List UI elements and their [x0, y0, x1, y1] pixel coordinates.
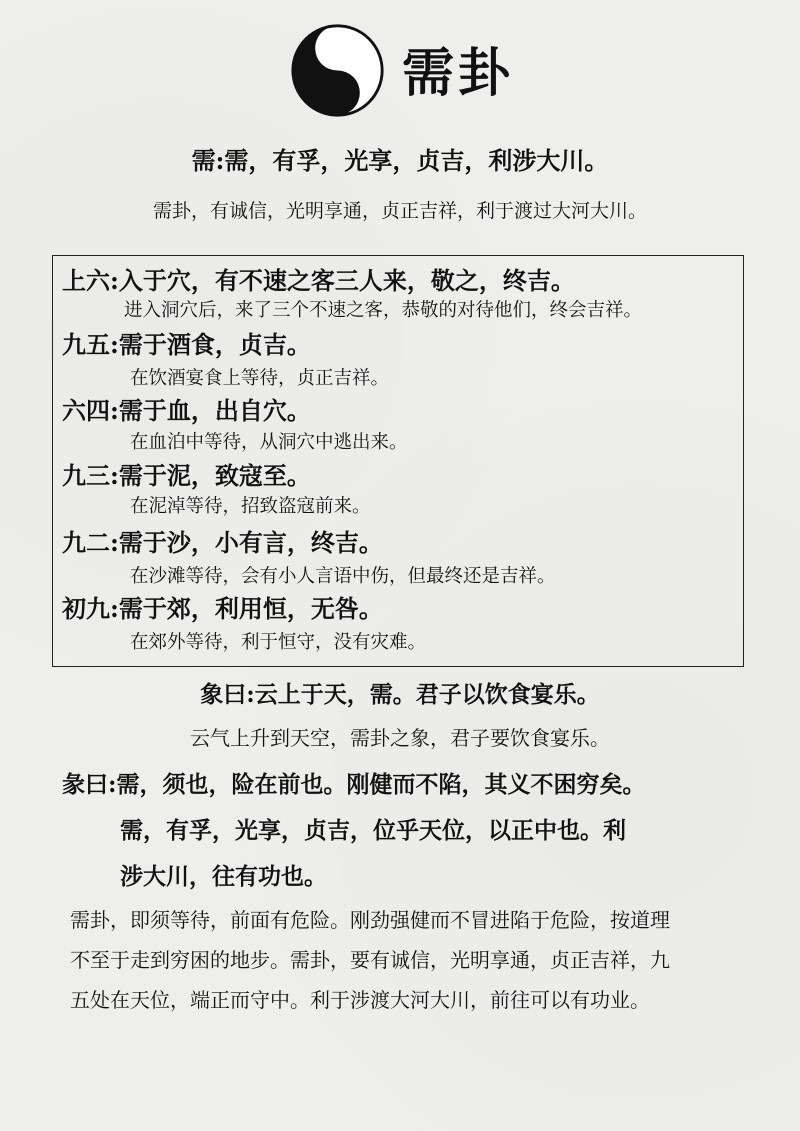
- yao-line-shang-liu: 上六:入于穴，有不速之客三人来，敬之，终吉。: [62, 266, 575, 295]
- yao-line-liu-si: 六四:需于血，出自穴。: [62, 396, 311, 425]
- tuan-text-line: 彖曰:需，须也，险在前也。刚健而不陷，其义不困穷矣。: [62, 771, 646, 798]
- xiang-text: 象曰:云上于天，需。君子以饮食宴乐。: [200, 681, 600, 708]
- yao-translation: 在郊外等待，利于恒守，没有灾难。: [130, 632, 427, 653]
- yao-translation: 在血泊中等待，从洞穴中逃出来。: [130, 432, 408, 453]
- page-title: 需卦: [402, 43, 515, 104]
- yao-translation: 在沙滩等待，会有小人言语中伤，但最终还是吉祥。: [130, 566, 556, 587]
- yao-translation: 进入洞穴后，来了三个不速之客，恭敬的对待他们，终会吉祥。: [124, 300, 643, 321]
- yao-line-jiu-wu: 九五:需于酒食，贞吉。: [62, 330, 311, 359]
- yin-yang-icon: [290, 23, 385, 118]
- tuan-text-line: 需，有孚，光享，贞吉，位乎天位，以正中也。利: [120, 817, 626, 844]
- yao-line-jiu-san: 九三:需于泥，致寇至。: [62, 461, 311, 490]
- yao-line-jiu-er: 九二:需于沙，小有言，终吉。: [62, 528, 383, 557]
- yao-translation: 在泥淖等待，招致盗寇前来。: [130, 496, 371, 517]
- gua-translation: 需卦，有诚信，光明享通，贞正吉祥，利于渡过大河大川。: [152, 200, 647, 222]
- tuan-translation-line: 五处在天位，端正而守中。利于涉渡大河大川，前往可以有功业。: [70, 988, 650, 1012]
- yao-line-chu-jiu: 初九:需于郊，利用恒，无咎。: [62, 594, 383, 623]
- xiang-translation: 云气上升到天空，需卦之象，君子要饮食宴乐。: [190, 726, 610, 750]
- tuan-translation-line: 不至于走到穷困的地步。需卦，要有诚信，光明享通，贞正吉祥，九: [70, 948, 670, 972]
- tuan-translation-line: 需卦，即须等待，前面有危险。刚劲强健而不冒进陷于危险，按道理: [70, 908, 670, 932]
- yao-translation: 在饮酒宴食上等待，贞正吉祥。: [130, 368, 390, 389]
- gua-text: 需:需，有孚，光享，贞吉，利涉大川。: [191, 146, 609, 175]
- tuan-text-line: 涉大川，往有功也。: [120, 863, 327, 890]
